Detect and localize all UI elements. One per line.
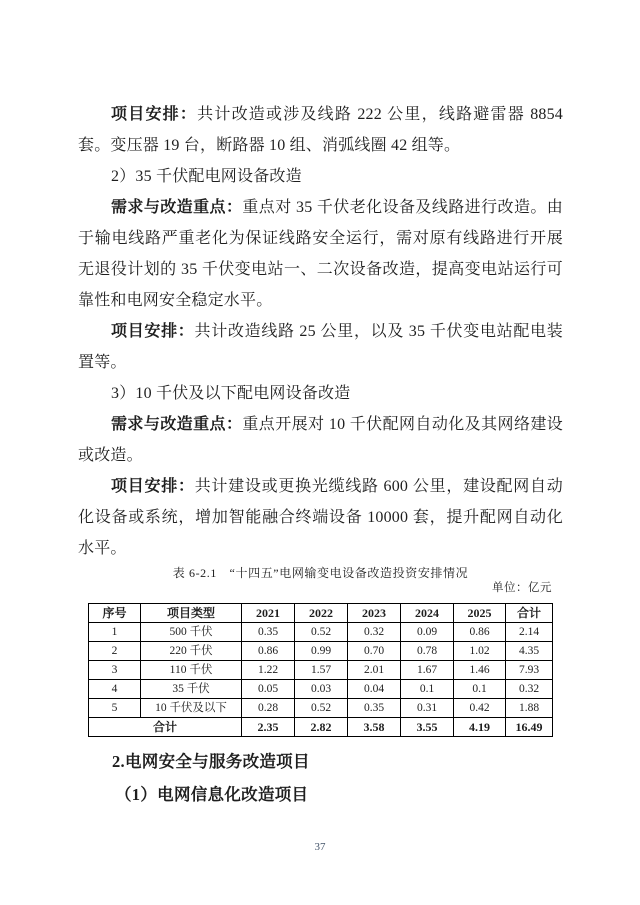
sub-heading-10kv: 3）10 千伏及以下配电网设备改造	[111, 385, 351, 402]
table-cell: 5	[89, 699, 141, 718]
table-cell: 1	[89, 623, 141, 642]
table-row	[89, 661, 553, 680]
table-cell: 0.09	[401, 623, 454, 642]
investment-table-body	[89, 623, 553, 718]
table-cell: 3	[89, 661, 141, 680]
table-row	[89, 699, 553, 718]
investment-table	[88, 603, 553, 737]
table-cell: 2.14	[506, 623, 553, 642]
table-cell: 0.35	[348, 699, 401, 718]
column-header: 2025	[454, 604, 506, 623]
paragraph-text: 共计建设或更换光缆线路 600 公里，建设配网自动化设备或系统，增加智能融合终端设备 10000 套，提升配网自动化水平。	[78, 478, 563, 557]
table-cell: 0.1	[401, 680, 454, 699]
table-cell: 0.52	[295, 699, 348, 718]
table-cell: 4	[89, 680, 141, 699]
table-cell: 0.86	[454, 623, 506, 642]
column-header: 2023	[348, 604, 401, 623]
paragraph-project-arrangement-10kv	[78, 471, 563, 564]
paragraph-demand-focus-35kv	[78, 192, 563, 316]
total-label-cell: 合计	[89, 718, 242, 737]
paragraph-lead: 项目安排：	[111, 106, 198, 123]
investment-table-head-row	[89, 604, 553, 623]
table-cell: 220 千伏	[141, 642, 242, 661]
total-value-cell: 16.49	[506, 718, 553, 737]
table-cell: 1.67	[401, 661, 454, 680]
paragraph-project-arrangement-35kv	[78, 316, 563, 378]
table-cell: 0.42	[454, 699, 506, 718]
table-row	[89, 642, 553, 661]
total-value-cell: 3.58	[348, 718, 401, 737]
table-cell: 0.78	[401, 642, 454, 661]
table-cell: 0.1	[454, 680, 506, 699]
total-value-cell: 3.55	[401, 718, 454, 737]
table-cell: 1.22	[242, 661, 295, 680]
table-unit-note: 单位：亿元	[492, 582, 552, 594]
table-cell: 10 千伏及以下	[141, 699, 242, 718]
paragraph-text: 共计改造线路 25 公里，以及 35 千伏变电站配电装置等。	[78, 323, 563, 371]
table-cell: 0.05	[242, 680, 295, 699]
total-value-cell: 2.35	[242, 718, 295, 737]
investment-table-total-row	[89, 718, 553, 737]
table-cell: 0.31	[401, 699, 454, 718]
column-header: 2021	[242, 604, 295, 623]
table-cell: 0.52	[295, 623, 348, 642]
paragraph-lead: 需求与改造重点：	[111, 416, 243, 433]
table-cell: 500 千伏	[141, 623, 242, 642]
table-cell: 0.04	[348, 680, 401, 699]
paragraph-project-arrangement-500kv	[78, 99, 563, 161]
table-cell: 0.28	[242, 699, 295, 718]
paragraph-lead: 需求与改造重点：	[111, 199, 243, 216]
column-header: 2022	[295, 604, 348, 623]
paragraph-lead: 项目安排：	[111, 478, 195, 495]
table-cell: 0.32	[506, 680, 553, 699]
table-row	[89, 680, 553, 699]
heading-grid-safety-service: 2.电网安全与服务改造项目	[112, 752, 310, 771]
table-cell: 1.46	[454, 661, 506, 680]
table-cell: 2.01	[348, 661, 401, 680]
column-header: 序号	[89, 604, 141, 623]
table-cell: 0.70	[348, 642, 401, 661]
table-cell: 1.02	[454, 642, 506, 661]
table-cell: 7.93	[506, 661, 553, 680]
column-header: 项目类型	[141, 604, 242, 623]
table-caption: 表 6-2.1 “十四五”电网输变电设备改造投资安排情况	[172, 566, 469, 580]
heading-grid-informatization: （1）电网信息化改造项目	[115, 785, 309, 804]
table-cell: 2	[89, 642, 141, 661]
table-cell: 35 千伏	[141, 680, 242, 699]
column-header: 2024	[401, 604, 454, 623]
page-number: 37	[314, 841, 326, 853]
paragraph-lead: 项目安排：	[111, 323, 195, 340]
table-cell: 0.03	[295, 680, 348, 699]
table-row	[89, 623, 553, 642]
paragraph-text: 重点对 35 千伏老化设备及线路进行改造。由于输电线路严重老化为保证线路安全运行，需对原有线路进行开展无退役计划的 35 千伏变电站一、二次设备改造，提高变电站运行可靠性和电网安全稳定水平。	[78, 199, 563, 309]
sub-heading-35kv: 2）35 千伏配电网设备改造	[111, 168, 302, 185]
table-cell: 4.35	[506, 642, 553, 661]
table-cell: 1.88	[506, 699, 553, 718]
paragraph-demand-focus-10kv	[78, 409, 563, 471]
table-cell: 110 千伏	[141, 661, 242, 680]
total-value-cell: 4.19	[454, 718, 506, 737]
table-cell: 0.86	[242, 642, 295, 661]
table-cell: 0.99	[295, 642, 348, 661]
investment-table-block	[88, 581, 552, 737]
paragraph-text: 共计改造或涉及线路 222 公里，线路避雷器 8854 套。变压器 19 台，断路器 10 组、消弧线圈 42 组等。	[78, 106, 563, 154]
column-header: 合计	[506, 604, 553, 623]
paragraph-text: 重点开展对 10 千伏配网自动化及其网络建设或改造。	[78, 416, 563, 464]
table-cell: 0.32	[348, 623, 401, 642]
table-cell: 0.35	[242, 623, 295, 642]
table-cell: 1.57	[295, 661, 348, 680]
total-value-cell: 2.82	[295, 718, 348, 737]
